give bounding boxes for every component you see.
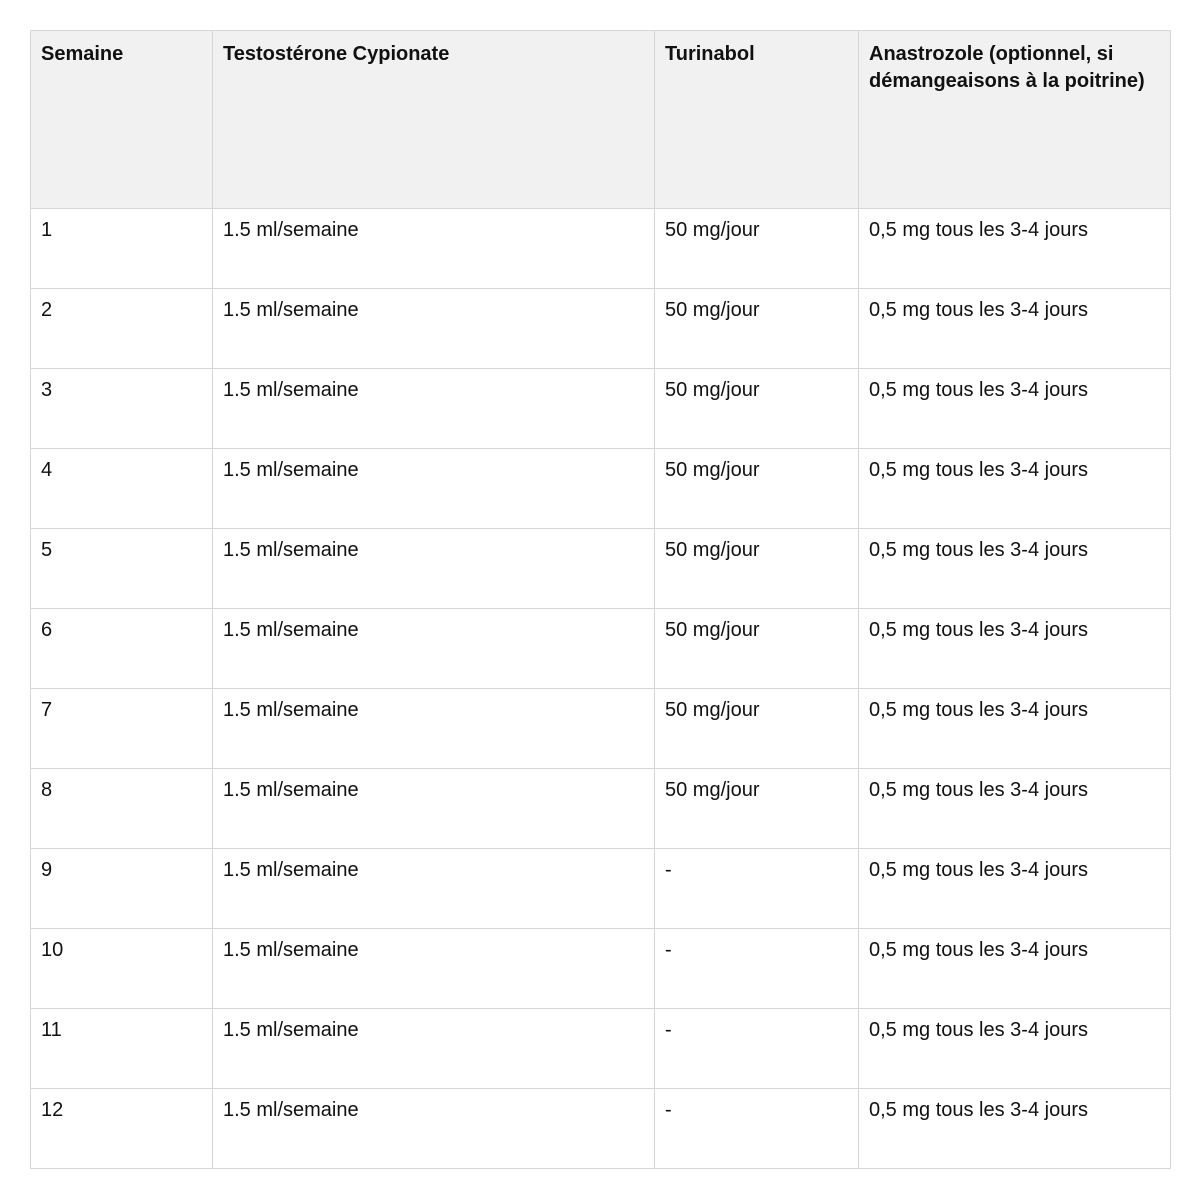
- cell-turinabol: -: [655, 929, 859, 1009]
- cell-week: 9: [31, 849, 213, 929]
- cell-turinabol: 50 mg/jour: [655, 369, 859, 449]
- cell-anastrozole: 0,5 mg tous les 3-4 jours: [859, 609, 1171, 689]
- cell-week: 11: [31, 1009, 213, 1089]
- cell-testosterone: 1.5 ml/semaine: [213, 769, 655, 849]
- cell-turinabol: 50 mg/jour: [655, 769, 859, 849]
- cell-testosterone: 1.5 ml/semaine: [213, 689, 655, 769]
- cell-week: 4: [31, 449, 213, 529]
- table-row: [31, 849, 1171, 929]
- cell-anastrozole: 0,5 mg tous les 3-4 jours: [859, 769, 1171, 849]
- cell-testosterone: 1.5 ml/semaine: [213, 609, 655, 689]
- cell-anastrozole: 0,5 mg tous les 3-4 jours: [859, 1009, 1171, 1089]
- table-row: [31, 1009, 1171, 1089]
- cell-week: 12: [31, 1089, 213, 1169]
- table-row: [31, 289, 1171, 369]
- table-row: [31, 449, 1171, 529]
- table-row: [31, 529, 1171, 609]
- table-row: [31, 209, 1171, 289]
- header-anastrozole: Anastrozole (optionnel, si démangeaisons à la poitrine): [859, 31, 1171, 209]
- table-row: [31, 609, 1171, 689]
- table-header-row: [31, 31, 1171, 209]
- table-row: [31, 929, 1171, 1009]
- cell-anastrozole: 0,5 mg tous les 3-4 jours: [859, 529, 1171, 609]
- table-row: [31, 769, 1171, 849]
- cell-week: 6: [31, 609, 213, 689]
- header-semaine: Semaine: [31, 31, 213, 209]
- table-row: [31, 369, 1171, 449]
- cell-turinabol: -: [655, 849, 859, 929]
- table-row: [31, 689, 1171, 769]
- cell-testosterone: 1.5 ml/semaine: [213, 929, 655, 1009]
- cell-week: 3: [31, 369, 213, 449]
- cell-anastrozole: 0,5 mg tous les 3-4 jours: [859, 849, 1171, 929]
- cell-turinabol: -: [655, 1009, 859, 1089]
- dosage-table: [30, 30, 1171, 1169]
- cell-turinabol: 50 mg/jour: [655, 289, 859, 369]
- cell-week: 7: [31, 689, 213, 769]
- cell-week: 10: [31, 929, 213, 1009]
- cell-anastrozole: 0,5 mg tous les 3-4 jours: [859, 1089, 1171, 1169]
- cell-turinabol: 50 mg/jour: [655, 609, 859, 689]
- cell-testosterone: 1.5 ml/semaine: [213, 209, 655, 289]
- header-testosterone-cypionate: Testostérone Cypionate: [213, 31, 655, 209]
- cell-anastrozole: 0,5 mg tous les 3-4 jours: [859, 929, 1171, 1009]
- cell-testosterone: 1.5 ml/semaine: [213, 369, 655, 449]
- cell-anastrozole: 0,5 mg tous les 3-4 jours: [859, 289, 1171, 369]
- cell-turinabol: 50 mg/jour: [655, 449, 859, 529]
- dosage-table-container: [30, 30, 1170, 1169]
- cell-week: 1: [31, 209, 213, 289]
- cell-turinabol: 50 mg/jour: [655, 529, 859, 609]
- cell-testosterone: 1.5 ml/semaine: [213, 1089, 655, 1169]
- cell-turinabol: 50 mg/jour: [655, 209, 859, 289]
- cell-anastrozole: 0,5 mg tous les 3-4 jours: [859, 369, 1171, 449]
- cell-week: 8: [31, 769, 213, 849]
- cell-anastrozole: 0,5 mg tous les 3-4 jours: [859, 689, 1171, 769]
- header-turinabol: Turinabol: [655, 31, 859, 209]
- cell-anastrozole: 0,5 mg tous les 3-4 jours: [859, 449, 1171, 529]
- cell-testosterone: 1.5 ml/semaine: [213, 289, 655, 369]
- cell-testosterone: 1.5 ml/semaine: [213, 529, 655, 609]
- cell-week: 5: [31, 529, 213, 609]
- cell-testosterone: 1.5 ml/semaine: [213, 849, 655, 929]
- cell-week: 2: [31, 289, 213, 369]
- cell-testosterone: 1.5 ml/semaine: [213, 1009, 655, 1089]
- cell-turinabol: 50 mg/jour: [655, 689, 859, 769]
- table-row: [31, 1089, 1171, 1169]
- cell-testosterone: 1.5 ml/semaine: [213, 449, 655, 529]
- cell-turinabol: -: [655, 1089, 859, 1169]
- cell-anastrozole: 0,5 mg tous les 3-4 jours: [859, 209, 1171, 289]
